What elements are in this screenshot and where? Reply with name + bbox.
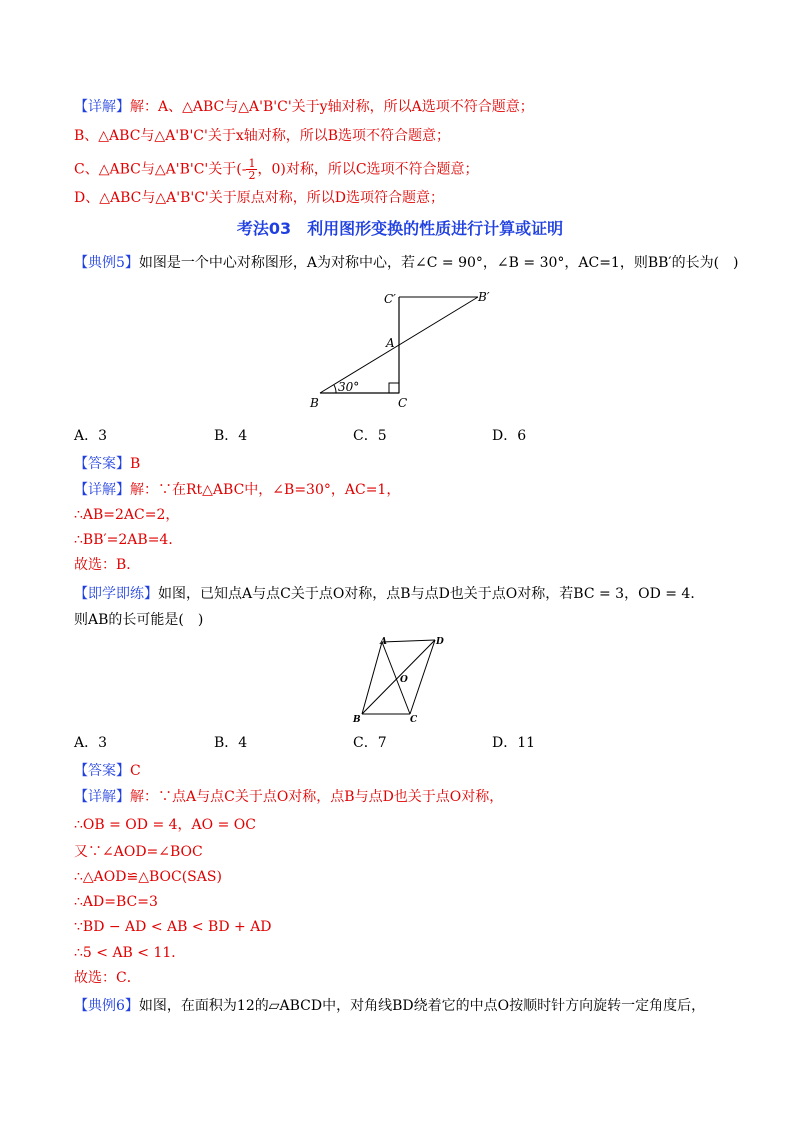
- label-a: A: [380, 637, 387, 647]
- option-d: D．11: [492, 735, 536, 751]
- practice-detail-3: 又∵∠AOD=∠BOC: [74, 844, 203, 860]
- segment-dc: [410, 640, 435, 714]
- example6-tag: 【典例6】: [74, 998, 139, 1014]
- detail-tag: 【详解】: [74, 482, 130, 498]
- practice-detail-1: 【详解】解：∵点A与点C关于点O对称，点B与点D也关于点O对称，: [74, 789, 504, 805]
- option-a: A．3: [74, 428, 108, 444]
- label-c: C: [398, 396, 408, 410]
- practice-detail-6: ∵BD − AD < AB < BD + AD: [74, 919, 272, 935]
- label-c: C: [410, 715, 418, 725]
- practice-detail-4: ∴△AOD≌△BOC(SAS): [74, 869, 222, 885]
- prev-detail-line-1: 【详解】解：A、△ABC与△A'B'C'关于y轴对称，所以A选项不符合题意；: [74, 99, 534, 115]
- practice-question-line-1: 【即学即练】如图，已知点A与点C关于点O对称，点B与点D也关于点O对称，若BC = 3，OD = 4．: [74, 586, 705, 602]
- segment-ad: [382, 640, 435, 642]
- practice-tag: 【即学即练】: [74, 586, 158, 602]
- prev-detail-tag: 【详解】: [74, 99, 130, 115]
- angle-label: 30°: [338, 380, 360, 394]
- fraction: $\frac{1}{2}$: [248, 157, 256, 182]
- angle-arc: [334, 385, 336, 393]
- answer-tag: 【答案】: [74, 763, 130, 779]
- right-angle-mark: [389, 383, 399, 393]
- prev-detail-line-3: C、△ABC与△A'B'C'关于(- $\frac{1}{2}$ ，0)对称，所以C选项不符合题意；: [74, 157, 479, 182]
- practice-figure: [345, 632, 455, 732]
- practice-detail-2: ∴OB = OD = 4，AO = OC: [74, 817, 256, 833]
- example5-tag: 【典例5】: [74, 255, 139, 271]
- example5-detail-2: ∴AB=2AC=2，: [74, 507, 180, 523]
- option-c: C．5: [353, 428, 387, 444]
- label-b-prime: B′: [478, 290, 490, 304]
- label-o: O: [400, 675, 408, 685]
- example5-detail-3: ∴BB′=2AB=4．: [74, 532, 183, 548]
- option-d: D．6: [492, 428, 527, 444]
- practice-detail-8: 故选：C．: [74, 970, 141, 986]
- option-c: C．7: [353, 735, 387, 751]
- example5-answer: 【答案】B: [74, 456, 141, 472]
- example5-question: 【典例5】如图是一个中心对称图形，A为对称中心，若∠C = 90°，∠B = 30°，AC=1，则BB′的长为( ): [74, 255, 739, 271]
- detail-tag: 【详解】: [74, 789, 130, 805]
- answer-tag: 【答案】: [74, 456, 130, 472]
- practice-question-line-2: 则AB的长可能是( ): [74, 612, 204, 628]
- option-b: B．4: [214, 735, 248, 751]
- prev-detail-line-4: D、△ABC与△A'B'C'关于原点对称，所以D选项符合题意；: [74, 190, 445, 206]
- example6-question: 【典例6】如图，在面积为12的▱ABCD中，对角线BD绕着它的中点O按顺时针方向旋转一定角度后，: [74, 998, 706, 1014]
- option-a: A．3: [74, 735, 108, 751]
- practice-detail-5: ∴AD=BC=3: [74, 894, 158, 910]
- practice-detail-7: ∴5 < AB < 11．: [74, 945, 186, 961]
- prev-detail-line-2: B、△ABC与△A'B'C'关于x轴对称，所以B选项不符合题意；: [74, 128, 451, 144]
- segment-bd: [362, 640, 435, 714]
- label-a: A: [386, 336, 395, 350]
- section-heading: 考法03 利用图形变换的性质进行计算或证明: [236, 219, 564, 238]
- practice-answer: 【答案】C: [74, 763, 141, 779]
- label-b: B: [310, 396, 319, 410]
- label-b: B: [353, 715, 361, 725]
- example5-detail-1: 【详解】解：∵在Rt△ABC中，∠B=30°，AC=1，: [74, 482, 401, 498]
- example5-detail-4: 故选：B．: [74, 557, 141, 573]
- option-b: B．4: [214, 428, 248, 444]
- label-d: D: [436, 637, 444, 647]
- example5-figure: [300, 285, 520, 415]
- label-c-prime: C′: [384, 292, 396, 306]
